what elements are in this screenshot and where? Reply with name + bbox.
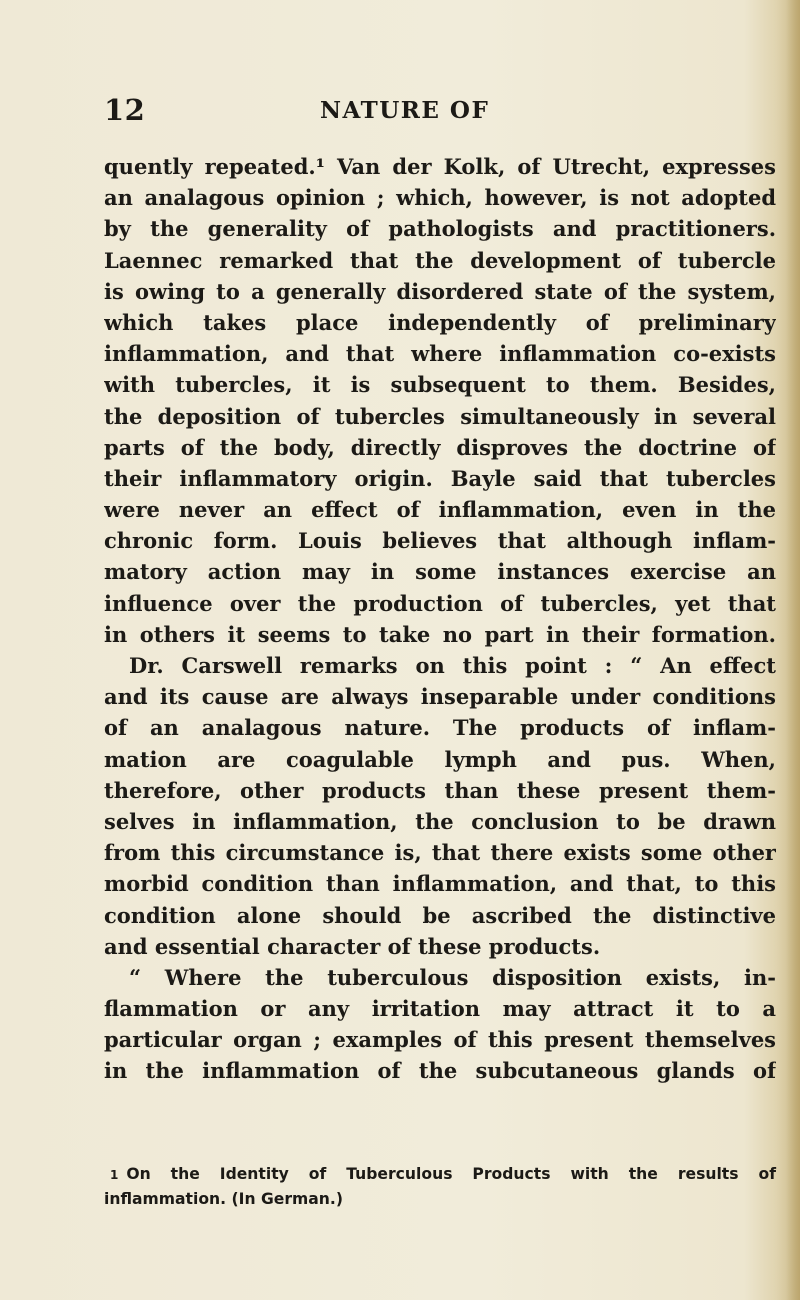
text-line: chronic form. Louis believes that although inflam-	[104, 528, 776, 554]
footnote	[104, 1162, 776, 1212]
text-line: inflammation, and that where inflammation co-exists	[104, 341, 776, 367]
text-line: selves in inflammation, the conclusion to be drawn	[104, 808, 776, 834]
text-line: therefore, other products than these present them-	[104, 777, 776, 803]
text-line: matory action may in some instances exercise an	[104, 559, 776, 585]
text-line: parts of the body, directly disproves the doctrine of	[104, 434, 776, 460]
page-header	[104, 93, 776, 127]
page-edge-shadow	[786, 0, 800, 1300]
text-line: “ Where the tuberculous disposition exists, in-	[129, 964, 776, 990]
text-line: the deposition of tubercles simultaneously in several	[104, 403, 776, 429]
text-line: which takes place independently of preliminary	[104, 309, 776, 335]
text-line: with tubercles, it is subsequent to them. Besides,	[104, 372, 776, 398]
text-line: mation are coagulable lymph and pus. When,	[104, 746, 776, 772]
text-line: influence over the production of tubercles, yet that	[104, 590, 776, 616]
footnote-text: On the Identity of Tuberculous Products with the results of	[126, 1165, 776, 1183]
text-line: quently repeated.¹ Van der Kolk, of Utrecht, expresses	[104, 154, 776, 179]
running-head: NATURE OF	[320, 97, 490, 124]
text-line: an analagous opinion ; which, however, is not adopted	[104, 185, 776, 211]
footnote-line: inflammation. (In German.)	[104, 1190, 343, 1208]
text-line: by the generality of pathologists and practitioners.	[104, 216, 776, 242]
footnote-line	[104, 1162, 776, 1187]
text-line: flammation or any irritation may attract it to a	[104, 996, 776, 1022]
text-line: in others it seems to take no part in their formation.	[104, 621, 776, 647]
text-line: and its cause are always inseparable under conditions	[104, 684, 776, 710]
footnote-marker: 1	[110, 1168, 119, 1182]
text-line: is owing to a generally disordered state of the system,	[104, 278, 776, 304]
text-line: Dr. Carswell remarks on this point : “ An effect	[129, 653, 776, 678]
body-text	[104, 151, 776, 1151]
text-line: from this circumstance is, that there exists some other	[104, 840, 776, 866]
text-line: particular organ ; examples of this present themselves	[104, 1027, 776, 1053]
text-line: condition alone should be ascribed the distinctive	[104, 902, 776, 928]
text-line: of an analagous nature. The products of inflam-	[104, 715, 776, 741]
page-number: 12	[104, 93, 146, 127]
text-line: and essential character of these products.	[104, 933, 601, 959]
text-line: Laennec remarked that the development of tubercle	[104, 247, 776, 273]
text-line: in the inflammation of the subcutaneous glands of	[104, 1058, 776, 1084]
text-line: were never an effect of inflammation, even in the	[104, 497, 776, 523]
text-line: their inflammatory origin. Bayle said that tubercles	[104, 465, 776, 491]
text-line: morbid condition than inflammation, and that, to this	[104, 871, 776, 897]
